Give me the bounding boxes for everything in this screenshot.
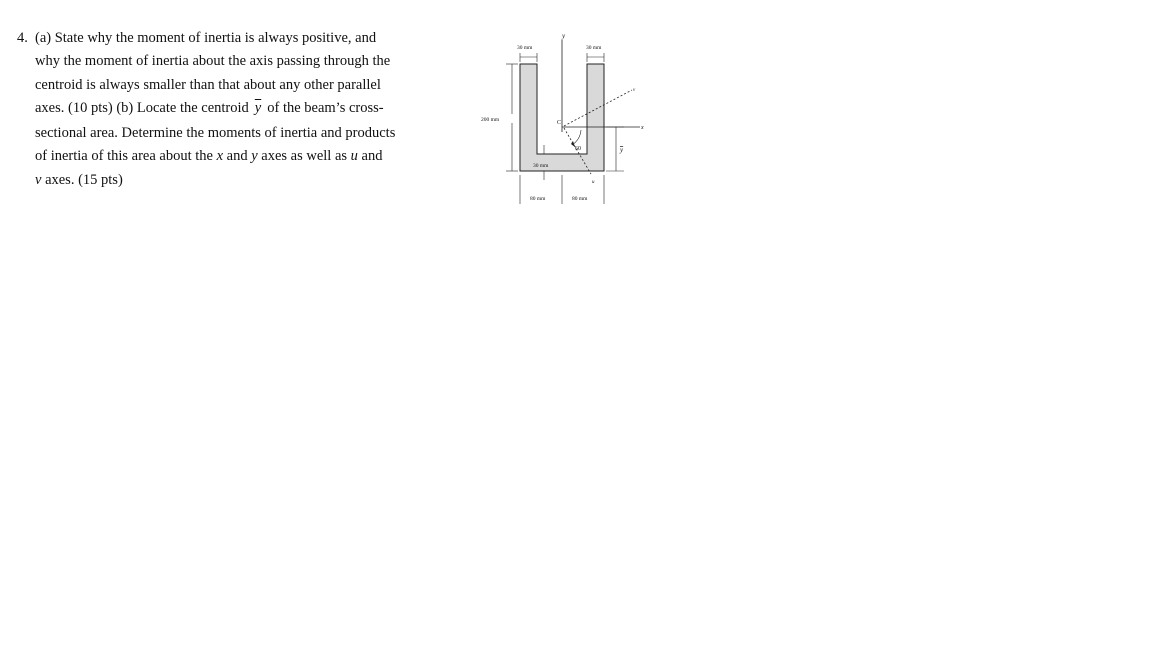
- x-axis-label: x: [641, 125, 644, 131]
- dim-ybar-label: y: [620, 146, 624, 154]
- question-number: 4.: [17, 30, 28, 46]
- y-axis-label: y: [562, 32, 566, 40]
- question-text: [17, 27, 427, 192]
- question-line-7: v axes. (15 pts): [35, 171, 123, 188]
- dim-web-label: 30 mm: [533, 163, 549, 169]
- centroid-symbol: $\overline{y}$: [254, 99, 262, 116]
- question-line-3: centroid is always smaller than that about any other parallel: [35, 76, 381, 93]
- dim-flange-right-label: 30 mm: [586, 45, 602, 51]
- v-axis-label: v: [633, 88, 636, 93]
- dim-flange-left-label: 30 mm: [517, 45, 533, 51]
- dim-height-label: 200 mm: [481, 117, 500, 123]
- centroid-label: C: [557, 120, 562, 126]
- question-line-2: why the moment of inertia about the axis passing through the: [35, 53, 391, 70]
- dim-bottom-right-label: 80 mm: [572, 196, 588, 202]
- question-line-1: 4. (a) State why the moment of inertia is always positive, and: [17, 27, 427, 50]
- angle-label: 60: [575, 146, 581, 152]
- dim-bottom-left-label: 80 mm: [530, 196, 546, 202]
- question-line-6: of inertia of this area about the x and y axes as well as u and: [35, 148, 383, 165]
- question-line-5: sectional area. Determine the moments of inertia and products: [35, 125, 396, 142]
- question-line-4: axes. (10 pts) (b) Locate the centroid $\overline{y}$ of the beam’s cross-: [35, 99, 384, 116]
- beam-cross-section-figure: [478, 28, 648, 213]
- u-axis-label: u: [592, 180, 595, 185]
